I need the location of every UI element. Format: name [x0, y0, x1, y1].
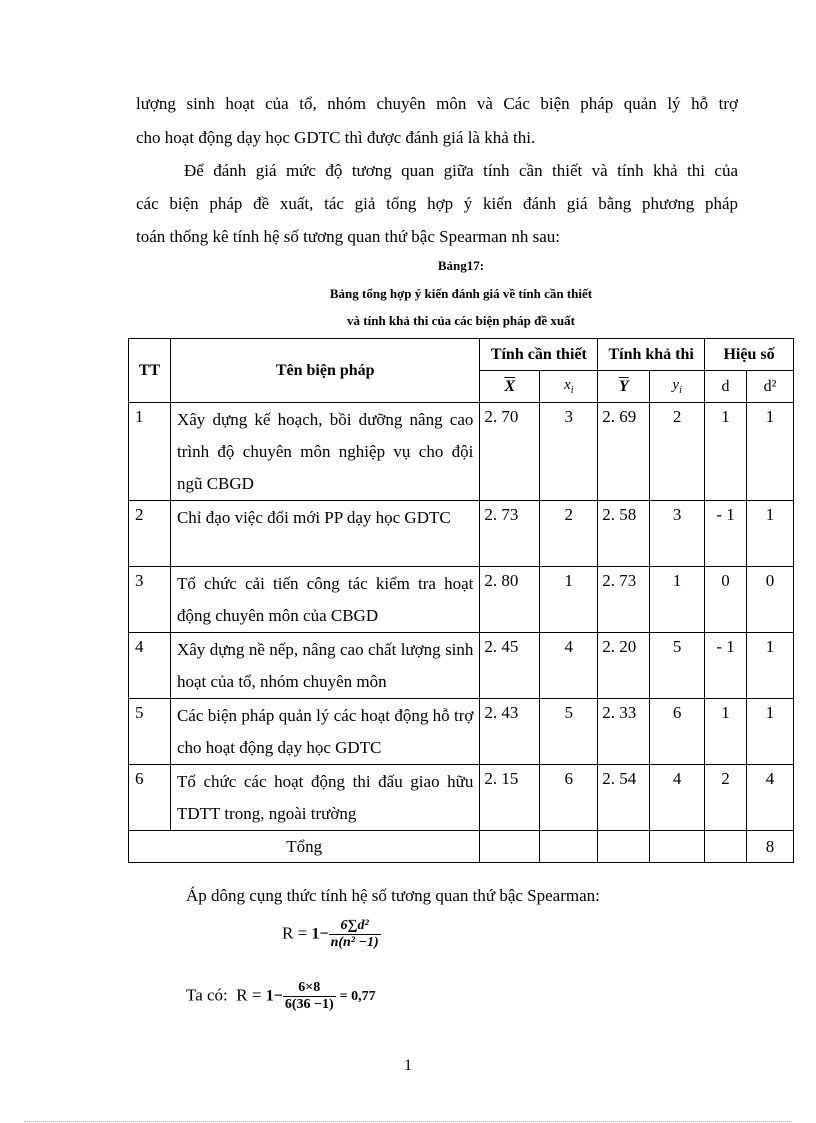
cell-tt: 2: [129, 501, 171, 567]
apply-text: Áp dông cụng thức tính hệ số tương quan thứ bậc Spearman:: [186, 886, 600, 905]
cell-d: 1: [705, 699, 747, 765]
table-title: Bảng tổng hợp ý kiến đánh giá về tính cần thiết: [329, 286, 593, 301]
cell-yi: 6: [650, 699, 705, 765]
page-number: 1: [404, 1057, 412, 1074]
header-difference: Hiệu số: [705, 339, 794, 371]
header-d: d: [705, 371, 747, 403]
cell-y: 2. 20: [598, 633, 650, 699]
cell-name: Tổ chức các hoạt động thi đấu giao hữu TDTT trong, ngoài trường: [170, 765, 479, 831]
table-title: và tính khả thi của các biện pháp đề xuất: [347, 313, 575, 328]
cell-d: - 1: [705, 633, 747, 699]
table-total-row: [129, 831, 794, 863]
cell-d2: 1: [747, 633, 794, 699]
cell-tt: 6: [129, 765, 171, 831]
header-name: Tên biện pháp: [170, 339, 479, 403]
cell-x: 2. 80: [480, 567, 540, 633]
cell-d: 1: [705, 403, 747, 501]
paragraph-line: cho hoạt động dạy học GDTC thì được đánh giá là khả thi.: [136, 128, 536, 147]
calculation: Ta có: R = 1− $\frac{6\times 8}{6(36 -1)}$ = 0,77: [186, 980, 376, 1012]
cell-tt: 4: [129, 633, 171, 699]
cell-d: 0: [705, 567, 747, 633]
cell-xi: 1: [540, 567, 598, 633]
header-necessity: Tính cần thiết: [480, 339, 598, 371]
table-row: [129, 765, 794, 831]
table-row: [129, 699, 794, 765]
cell-x: 2. 15: [480, 765, 540, 831]
cell-d2: 0: [747, 567, 794, 633]
spearman-formula: R = 1− $\frac{\text{6∑d²}}{\text{n(n² −1)}}$: [282, 918, 379, 950]
header-feasibility: Tính khả thi: [598, 339, 705, 371]
cell-xi: 6: [540, 765, 598, 831]
header-x-i: $x_i$: [540, 371, 598, 403]
table-row: [129, 403, 794, 501]
spearman-table: [128, 338, 794, 863]
cell-name: Các biện pháp quản lý các hoạt động hỗ trợ cho hoạt động dạy học GDTC: [170, 699, 479, 765]
table-row: [129, 567, 794, 633]
cell-xi: 2: [540, 501, 598, 567]
paragraph-line: lượng sinh hoạt của tổ, nhóm chuyên môn và Các biện pháp quản lý hỗ trợ: [136, 94, 738, 113]
cell-tt: 3: [129, 567, 171, 633]
cell-yi: 5: [650, 633, 705, 699]
cell-d2: 1: [747, 699, 794, 765]
cell-yi: 4: [650, 765, 705, 831]
header-d2: d²: [747, 371, 794, 403]
total-d2: 8: [747, 831, 794, 863]
cell-tt: 5: [129, 699, 171, 765]
cell-x: 2. 43: [480, 699, 540, 765]
cell-yi: 1: [650, 567, 705, 633]
cell-xi: 4: [540, 633, 598, 699]
cell-y: 2. 58: [598, 501, 650, 567]
cell-x: 2. 45: [480, 633, 540, 699]
table-label: Bảng17:: [437, 258, 485, 273]
header-tt: TT: [129, 339, 171, 403]
cell-name: Xây dựng kế hoạch, bồi dưỡng nâng cao trình độ chuyên môn nghiệp vụ cho đội ngũ CBGD: [170, 403, 479, 501]
cell-d: - 1: [705, 501, 747, 567]
paragraph-line: Để đánh giá mức độ tương quan giữa tính cần thiết và tính khả thi của: [184, 161, 738, 180]
cell-y: 2. 33: [598, 699, 650, 765]
header-y-bar: $\overline{Y}$: [598, 371, 650, 403]
cell-x: 2. 70: [480, 403, 540, 501]
cell-xi: 3: [540, 403, 598, 501]
cell-yi: 2: [650, 403, 705, 501]
cell-name: Chỉ đạo việc đổi mới PP dạy học GDTC: [170, 501, 479, 567]
paragraph-line: các biện pháp đề xuất, tác giả tổng hợp ý kiến đánh giá bằng phương pháp: [136, 194, 738, 213]
cell-d2: 1: [747, 403, 794, 501]
cell-d2: 1: [747, 501, 794, 567]
cell-y: 2. 54: [598, 765, 650, 831]
cell-name: Xây dựng nề nếp, nâng cao chất lượng sinh hoạt của tổ, nhóm chuyên môn: [170, 633, 479, 699]
table-row: [129, 633, 794, 699]
cell-d: 2: [705, 765, 747, 831]
cell-name: Tổ chức cải tiến công tác kiểm tra hoạt động chuyên môn của CBGD: [170, 567, 479, 633]
cell-x: 2. 73: [480, 501, 540, 567]
cell-y: 2. 69: [598, 403, 650, 501]
paragraph-line: toán thống kê tính hệ số tương quan thứ bậc Spearman nh sau:: [136, 227, 561, 246]
page-bottom-border: [24, 1121, 792, 1122]
header-y-i: $y_i$: [650, 371, 705, 403]
cell-tt: 1: [129, 403, 171, 501]
cell-y: 2. 73: [598, 567, 650, 633]
header-x-bar: $\overline{X}$: [480, 371, 540, 403]
cell-yi: 3: [650, 501, 705, 567]
total-label: Tổng: [129, 831, 480, 863]
cell-xi: 5: [540, 699, 598, 765]
table-row: [129, 501, 794, 567]
cell-d2: 4: [747, 765, 794, 831]
